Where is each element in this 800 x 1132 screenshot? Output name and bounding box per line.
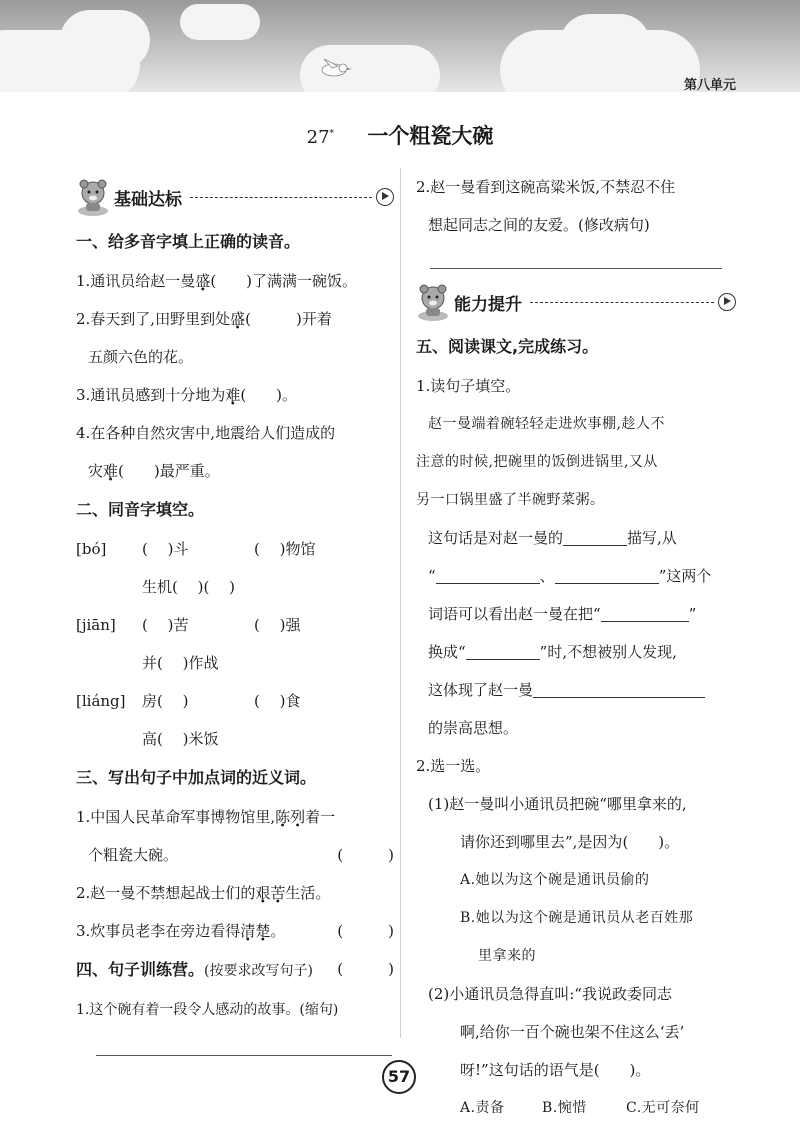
bird-icon — [318, 58, 354, 78]
question-3-title: 三、写出句子中加点词的近义词。 — [76, 768, 317, 787]
page-number: 57 — [382, 1060, 416, 1094]
blank-field[interactable] — [563, 528, 627, 546]
homophone-row-jian-2: 并( )作战 — [142, 654, 219, 672]
question-3-item-1-cont: 个粗瓷大碗。 ( ) — [76, 836, 394, 874]
section-basic-header — [76, 172, 394, 222]
choice-1-stem: (1)赵一曼叫小通讯员把碗“哪里拿来的, — [428, 795, 687, 813]
blank-field[interactable] — [601, 604, 689, 622]
question-1-title: 一、给多音字填上正确的读音。 — [76, 232, 301, 251]
answer-paren[interactable]: ( ) — [337, 960, 394, 978]
dashed-divider — [190, 197, 372, 198]
choice-2-stem: (2)小通讯员急得直叫:“我说政委同志 — [428, 985, 672, 1003]
section-ability-header — [416, 277, 736, 327]
choice-2-option-b[interactable]: B.惋惜 — [542, 1100, 587, 1116]
right-column — [416, 168, 736, 1127]
passage-line: 另一口锅里盛了半碗野菜粥。 — [416, 492, 605, 508]
choice-2-stem-cont: 啊,给你一百个碗也架不住这么‘丢’ — [460, 1023, 685, 1041]
answer-line[interactable] — [430, 268, 722, 269]
passage-line: 赵一曼端着碗轻轻走进炊事棚,趁人不 — [428, 416, 665, 432]
question-1-item-2-cont: 五颜六色的花。 — [88, 348, 194, 366]
blank-field[interactable] — [555, 566, 659, 584]
homophone-row-liang-2: 高( )米饭 — [142, 730, 219, 748]
header-banner — [0, 0, 800, 92]
lesson-title — [0, 120, 800, 150]
mascot-icon — [76, 177, 110, 217]
passage-line: 注意的时候,把碗里的饭倒进锅里,又从 — [416, 454, 658, 470]
answer-paren[interactable]: ( ) — [337, 846, 394, 864]
homophone-row-liang: [liáng] 房( ) ( )食 — [76, 692, 301, 710]
blank-field[interactable] — [466, 642, 540, 660]
question-5-title: 五、阅读课文,完成练习。 — [416, 337, 599, 356]
homophone-row-bo-2: 生机( )( ) — [142, 578, 235, 596]
section-basic-label: 基础达标 — [114, 189, 182, 210]
fill-line-5: 这体现了赵一曼 — [416, 671, 736, 709]
cloud-decoration — [560, 14, 650, 74]
answer-paren[interactable]: ( ) — [337, 922, 394, 940]
choice-1-stem-cont: 请你还到哪里去”,是因为( )。 — [460, 833, 680, 851]
question-5-sub-1: 1.读句子填空。 — [416, 377, 521, 395]
question-3-item-1: 1.中国人民革命军事博物馆里,陈列着一 — [76, 808, 336, 826]
fill-line-6: 的崇高思想。 — [428, 719, 519, 737]
dashed-divider — [530, 302, 714, 303]
question-3-item-3: 3.炊事员老李在旁边看得清楚。 ( ) — [76, 912, 394, 950]
section-ability-label: 能力提升 — [454, 294, 522, 315]
choice-2-options — [416, 1089, 736, 1127]
choice-2-option-a[interactable]: A.责备 — [460, 1100, 505, 1116]
cloud-decoration — [60, 10, 150, 70]
answer-line[interactable] — [96, 1055, 392, 1056]
question-4-title: 四、句子训练营。(按要求改写句子) — [76, 960, 313, 979]
homophone-row-jian: [jiān] ( )苦 ( )强 — [76, 616, 301, 634]
lesson-name: 一个粗瓷大碗 — [367, 124, 494, 148]
question-4-item-2: 2.赵一曼看到这碗高粱米饭,不禁忍不住 — [416, 178, 676, 196]
question-4-item-1: 1.这个碗有着一段令人感动的故事。(缩句) — [76, 1002, 339, 1018]
play-arrow-icon — [718, 293, 736, 311]
mascot-icon — [416, 282, 450, 322]
question-2-title: 二、同音字填空。 — [76, 500, 205, 519]
fill-line-3: 词语可以看出赵一曼在把“ ” — [428, 605, 697, 623]
question-1-item-2: 2.春天到了,田野里到处盛( )开着 — [76, 310, 332, 328]
left-column — [76, 172, 394, 1056]
play-arrow-icon — [376, 188, 394, 206]
unit-label: 第八单元 — [683, 78, 736, 92]
choice-1-option-b[interactable]: B.她以为这个碗是通讯员从老百姓那 — [460, 910, 694, 926]
cloud-decoration — [180, 4, 260, 40]
fill-line-4: 换成“ ”时,不想被别人发现, — [428, 643, 677, 661]
choice-2-option-c[interactable]: C.无可奈何 — [626, 1100, 700, 1116]
question-1-item-4-cont: 灾难( )最严重。 — [88, 462, 220, 480]
column-divider — [400, 168, 401, 1038]
question-3-item-2: 2.赵一曼不禁想起战士们的艰苦生活。 — [76, 884, 331, 902]
question-1-item-3: 3.通讯员感到十分地为难( )。 — [76, 386, 298, 404]
fill-line-2: “ 、 ”这两个 — [428, 567, 712, 585]
question-1-item-1: 1.通讯员给赵一曼盛( )了满满一碗饭。 — [76, 272, 358, 290]
choice-1-option-a[interactable]: A.她以为这个碗是通讯员偷的 — [460, 872, 650, 888]
fill-line-1: 这句话是对赵一曼的 描写,从 — [428, 529, 677, 547]
question-5-sub-2: 2.选一选。 — [416, 757, 491, 775]
blank-field[interactable] — [533, 680, 705, 698]
lesson-number: 27* — [306, 127, 335, 148]
choice-1-option-b-cont: 里拿来的 — [478, 948, 536, 964]
question-4-item-2-cont: 想起同志之间的友爱。(修改病句) — [428, 216, 650, 234]
homophone-row-bo: [bó] ( )斗 ( )物馆 — [76, 540, 316, 558]
question-1-item-4: 4.在各种自然灾害中,地震给人们造成的 — [76, 424, 336, 442]
blank-field[interactable] — [436, 566, 540, 584]
choice-2-stem-cont: 呀!”这句话的语气是( )。 — [460, 1061, 651, 1079]
